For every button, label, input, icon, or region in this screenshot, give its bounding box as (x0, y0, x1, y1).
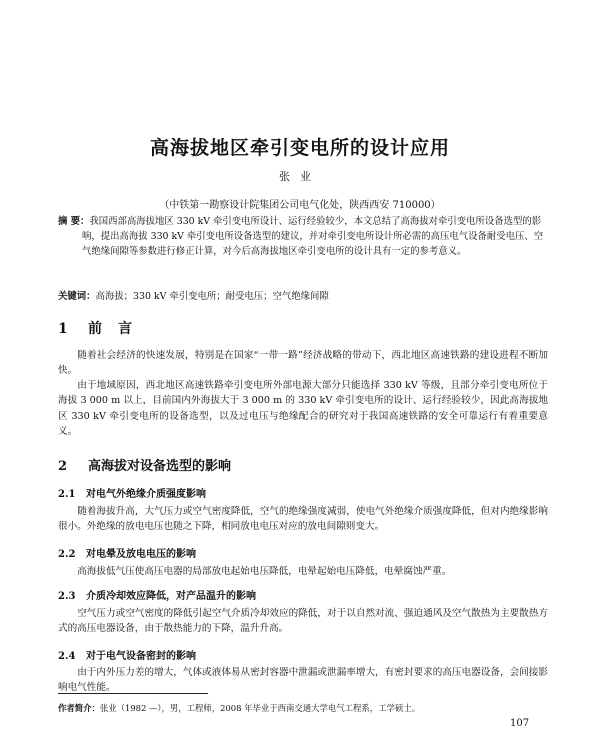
author-affiliation: （中铁第一勘察设计院集团公司电气化处，陕西西安 710000） (159, 200, 441, 211)
section-number: 1 (58, 321, 68, 337)
subsection-title: 对电晕及放电电压的影响 (86, 549, 196, 560)
subsection-number: 2.2 (58, 549, 76, 560)
page-number: 107 (510, 718, 530, 729)
abstract-label: 摘 要： (58, 216, 90, 227)
subsection-title: 介质冷却效应降低，对产品温升的影响 (86, 591, 256, 602)
subsection-number: 2.3 (58, 591, 76, 602)
subsection-number: 2.1 (58, 489, 76, 500)
author-name: 张业 (279, 170, 321, 183)
paragraph-2-3: 空气压力或空气密度的降低引起空气介质冷却效应的降低，对于以自然对流、强迫通风及空气散热为主要散热方式的高压电器设备，由于散热能力的下降，温升升高。 (58, 608, 548, 635)
section-heading-1 (58, 318, 148, 338)
subsection-title: 对于电气设备密封的影响 (86, 651, 196, 662)
keywords-text: 高海拔；330 kV 牵引变电所；耐受电压；空气绝缘间隙 (95, 291, 329, 302)
paragraph-2-1: 随着海拔升高，大气压力或空气密度降低，空气的绝缘强度减弱，使电气外绝缘介质强度降低，但对内绝缘影响很小。外绝缘的放电电压也随之下降，相同放电电压对应的放电间隙则变大。 (58, 506, 548, 533)
keywords-label: 关键词： (58, 291, 96, 302)
footnote-text: 张业（1982 —），男，工程师，2008 年毕业于西南交通大学电气工程系，工学硕士。 (99, 703, 421, 713)
subsection-heading-2-4 (58, 647, 196, 662)
subsection-heading-2-2 (58, 545, 196, 560)
footnote-label: 作者简介： (58, 703, 100, 713)
section-title: 高海拔对设备选型的影响 (88, 459, 232, 474)
keywords (58, 290, 548, 304)
abstract-text: 我国西部高海拔地区 330 kV 牵引变电所设计、运行经验较少，本文总结了高海拔对牵引变电所设备选型的影响，提出高海拔 330 kV 牵引变电所设备选型的建议，并对牵引变电所设计所必需的高压电气设备耐受电压、空气绝缘间隙等参数进行修正计算，对今后高海拔地区牵引变电所的设计具有一定的参考意义。 (82, 216, 544, 258)
author-footnote (58, 702, 420, 714)
abstract (58, 214, 548, 260)
subsection-number: 2.4 (58, 651, 76, 662)
footnote-divider (58, 693, 208, 694)
subsection-heading-2-1 (58, 485, 206, 500)
paragraph-2-4: 由于内外压力差的增大，气体或液体易从密封容器中泄漏或泄漏率增大，有密封要求的高压电器设备，会间接影响电气性能。 (58, 667, 548, 694)
subsection-heading-2-3 (58, 587, 256, 602)
paragraph-intro-2: 由于地域原因，西北地区高速铁路牵引变电所外部电源大部分只能选择 330 kV 等级，且部分牵引变电所位于海拔 3 000 m 以上，目前国内外海拔大于 3 000 m 的 330 kV 牵引变电所的设计、运行经验较少，因此高海拔地区 330 kV 牵引变电所的设备选型，以及过电压与绝缘配合的研究对于我国高速铁路的安全可靠运行有着重要意义。 (58, 380, 548, 438)
paragraph-intro-1: 随着社会经济的快速发展，特别是在国家“一带一路”经济战略的带动下，西北地区高速铁路的建设进程不断加快。 (58, 350, 548, 377)
subsection-title: 对电气外绝缘介质强度影响 (86, 489, 206, 500)
section-number: 2 (58, 459, 68, 474)
section-title: 前言 (88, 321, 148, 337)
section-heading-2 (58, 455, 231, 474)
paper-title: 高海拔地区牵引变电所的设计应用 (149, 137, 450, 159)
paragraph-2-2: 高海拔低气压使高压电器的局部放电起始电压降低，电晕起始电压降低，电晕腐蚀严重。 (77, 566, 452, 577)
